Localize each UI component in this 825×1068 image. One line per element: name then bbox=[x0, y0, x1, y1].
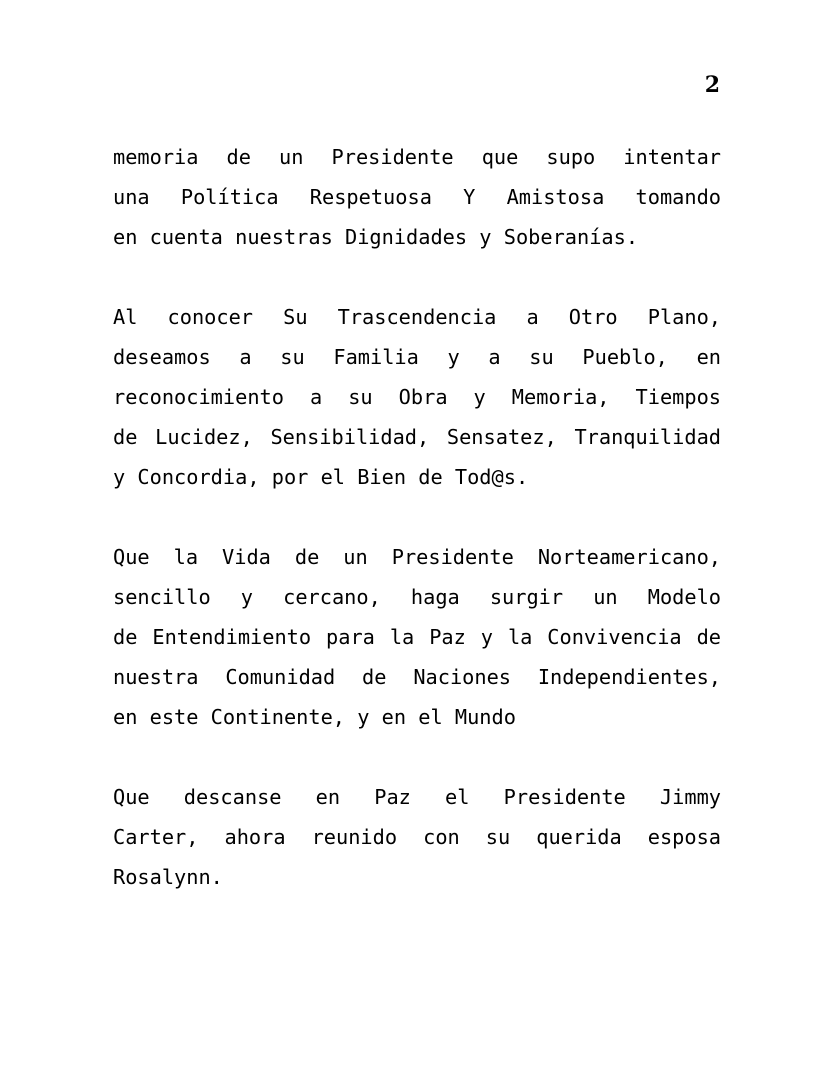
text-line: una Política Respetuosa Y Amistosa tomando bbox=[113, 185, 721, 209]
paragraph-1 bbox=[113, 137, 721, 257]
text-line: deseamos a su Familia y a su Pueblo, en bbox=[113, 345, 721, 369]
text-line: en cuenta nuestras Dignidades y Soberanías. bbox=[113, 225, 639, 249]
text-line: reconocimiento a su Obra y Memoria, Tiempos bbox=[113, 385, 721, 409]
text-line: y Concordia, por el Bien de Tod@s. bbox=[113, 465, 529, 489]
text-line: de Entendimiento para la Paz y la Convivencia de bbox=[113, 625, 721, 649]
paragraph-4 bbox=[113, 777, 721, 897]
text-line: Al conocer Su Trascendencia a Otro Plano, bbox=[113, 305, 721, 329]
text-line: nuestra Comunidad de Naciones Independientes, bbox=[113, 665, 721, 689]
text-line: sencillo y cercano, haga surgir un Modelo bbox=[113, 585, 721, 609]
text-line: Rosalynn. bbox=[113, 865, 223, 889]
paragraph-2 bbox=[113, 297, 721, 497]
text-line: Carter, ahora reunido con su querida esposa bbox=[113, 825, 721, 849]
text-line: Que la Vida de un Presidente Norteamericano, bbox=[113, 545, 721, 569]
page-number: 2 bbox=[704, 72, 720, 98]
document-body bbox=[113, 137, 721, 897]
text-line: Que descanse en Paz el Presidente Jimmy bbox=[113, 785, 721, 809]
paragraph-3 bbox=[113, 537, 721, 737]
text-line: memoria de un Presidente que supo intentar bbox=[113, 145, 721, 169]
text-line: en este Continente, y en el Mundo bbox=[113, 705, 516, 729]
text-line: de Lucidez, Sensibilidad, Sensatez, Tranquilidad bbox=[113, 425, 721, 449]
